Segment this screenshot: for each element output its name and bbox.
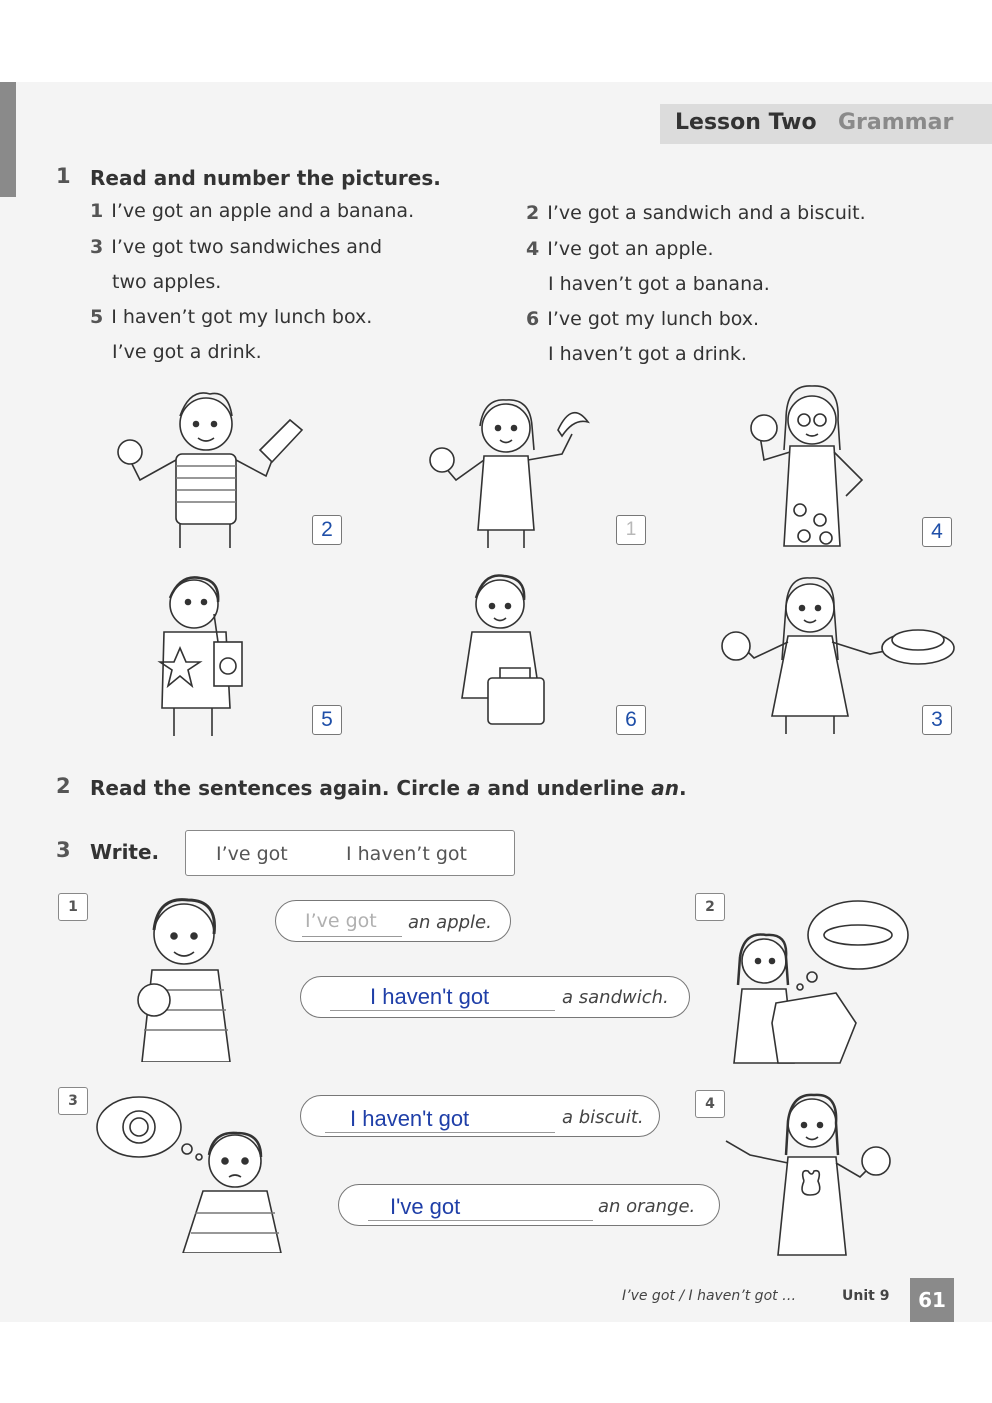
lesson-topic: Grammar (838, 110, 954, 135)
sentence-6: 6 I’ve got my lunch box. (526, 308, 760, 330)
picture-boy-apple (118, 890, 248, 1062)
picture-girl-apple-banana (412, 380, 612, 550)
answer-line (325, 1132, 555, 1133)
item-4-number: 4 (695, 1090, 725, 1118)
picture-girl-glasses-apple (720, 380, 920, 550)
exercise-2-number: 2 (56, 774, 71, 798)
sentence-3-line-2: two apples. (112, 271, 222, 293)
sentence-4-line-2: I haven’t got a banana. (548, 273, 770, 295)
footer-unit: Unit 9 (842, 1288, 890, 1304)
item-1-prompt-2: a sandwich. (562, 987, 669, 1008)
picture-girl-sandwiches-apples (700, 570, 960, 740)
item-4-answer[interactable]: I've got (390, 1194, 461, 1219)
exercise-1-title: Read and number the pictures. (90, 166, 441, 190)
picture-boy-sandwich-biscuit (110, 380, 310, 550)
answer-line (330, 1010, 555, 1011)
sentence-1: 1 I’ve got an apple and a banana. (90, 200, 415, 222)
word-option-1: I’ve got (216, 843, 288, 865)
item-3-answer[interactable]: I haven't got (350, 1106, 470, 1131)
answer-box-picture-3[interactable]: 4 (922, 517, 952, 547)
item-1-number: 1 (58, 893, 88, 921)
picture-girl-lunchbox-thinking (720, 895, 920, 1067)
item-1-answer-2[interactable]: I haven't got (370, 984, 490, 1009)
page-spine (0, 82, 16, 197)
answer-box-picture-2[interactable]: 1 (616, 515, 646, 545)
item-1-answer-1[interactable]: I’ve got (305, 910, 377, 932)
lesson-title: Lesson Two (675, 110, 817, 135)
sentence-4: 4 I’ve got an apple. (526, 238, 714, 260)
answer-box-picture-1[interactable]: 2 (312, 515, 342, 545)
picture-girl-orange (700, 1085, 900, 1260)
answer-line (302, 936, 402, 937)
exercise-3-number: 3 (56, 838, 71, 862)
exercise-1-number: 1 (56, 164, 71, 188)
answer-box-picture-5[interactable]: 6 (616, 705, 646, 735)
sentence-6-line-2: I haven’t got a drink. (548, 343, 747, 365)
answer-line (368, 1220, 593, 1221)
item-4-prompt: an orange. (598, 1196, 696, 1217)
item-3-number: 3 (58, 1087, 88, 1115)
exercise-2-title: Read the sentences again. Circle a and underline an. (90, 776, 687, 800)
sentence-3: 3 I’ve got two sandwiches and (90, 236, 383, 258)
exercise-3-title: Write. (90, 840, 160, 864)
footer-caption: I’ve got / I haven’t got … (622, 1288, 797, 1304)
picture-boy-biscuit-thinking (95, 1093, 295, 1253)
answer-box-picture-6[interactable]: 3 (922, 705, 952, 735)
picture-boy-lunchbox (450, 568, 570, 738)
word-option-2: I haven’t got (346, 843, 467, 865)
answer-box-picture-4[interactable]: 5 (312, 705, 342, 735)
sentence-5: 5 I haven’t got my lunch box. (90, 306, 373, 328)
item-3-prompt: a biscuit. (562, 1107, 644, 1128)
sentence-5-line-2: I’ve got a drink. (112, 341, 262, 363)
item-2-number: 2 (695, 893, 725, 921)
sentence-2: 2 I’ve got a sandwich and a biscuit. (526, 202, 866, 224)
picture-boy-drink (140, 568, 280, 738)
word-box (185, 830, 515, 876)
item-1-prompt-1: an apple. (408, 912, 492, 933)
page-number: 61 (910, 1278, 954, 1322)
